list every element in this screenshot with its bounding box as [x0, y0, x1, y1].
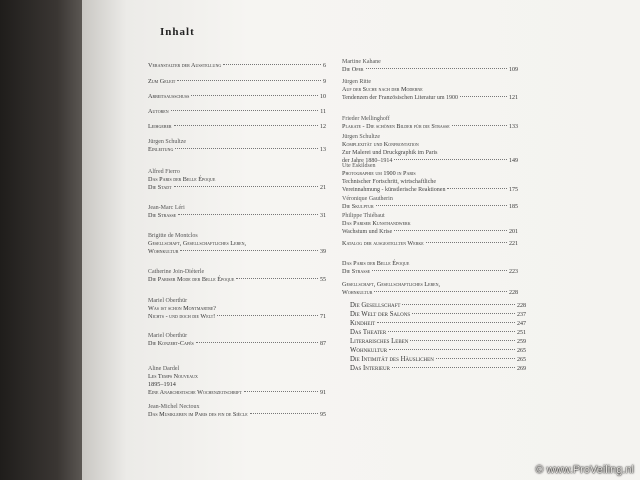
leader-dots: [223, 63, 321, 65]
toc-entry-title: Die Konzert-Cafés: [148, 340, 194, 347]
leader-dots: [452, 124, 507, 126]
leader-dots: [175, 147, 318, 149]
toc-entry-page: 228: [517, 303, 526, 309]
toc-entry-page: 21: [320, 185, 326, 191]
toc-entry: [342, 133, 518, 165]
toc-entry-title: Plakate - Die schönen Bilder für die Strasse: [342, 123, 450, 130]
toc-entry-title: Auf der Suche nach der Moderne: [342, 86, 423, 93]
toc-entry: [342, 115, 518, 131]
leader-dots: [426, 241, 507, 243]
toc-entry: [342, 58, 518, 74]
toc-entry-title: Die Strasse: [148, 212, 177, 219]
leader-dots: [436, 357, 515, 359]
leader-dots: [392, 366, 515, 368]
toc-entry-title: Gesellschaft, Gesellschaftliches Leben,: [148, 240, 247, 247]
toc-entry: [148, 232, 326, 256]
leader-dots: [460, 95, 507, 97]
toc-entry-title: Wohnkultur: [350, 347, 388, 354]
toc-entry-page: 221: [509, 241, 518, 247]
leader-dots: [366, 67, 507, 69]
leader-dots: [376, 204, 507, 206]
toc-entry-page: 109: [509, 67, 518, 73]
toc-entry-title: 1895–1914: [148, 381, 176, 388]
toc-entry-page: 149: [509, 158, 518, 164]
toc-entry-page: 175: [509, 187, 518, 193]
toc-entry: [342, 329, 526, 337]
toc-entry: [342, 302, 526, 310]
toc-entry-author: Véronique Gautherin: [342, 196, 393, 202]
leader-dots: [250, 412, 318, 414]
toc-entry-page: 265: [517, 348, 526, 354]
toc-entry-author: Aline Dardel: [148, 366, 180, 372]
toc-entry-title: Das Interieur: [350, 365, 390, 372]
toc-entry-title: der Jahre 1880–1914: [342, 158, 393, 164]
toc-entry-title: Kindheit: [350, 320, 376, 327]
leader-dots: [412, 312, 515, 314]
toc-entry-author: Mariel Oberthür: [148, 298, 188, 304]
toc-entry: [342, 240, 518, 248]
toc-entry-author: Jürgen Schultze: [342, 134, 381, 140]
toc-entry-page: 251: [517, 330, 526, 336]
toc-entry-title: Die Stadt: [148, 184, 172, 191]
toc-entry-page: 133: [509, 124, 518, 130]
toc-entry-title: Photographie um 1900 in Paris: [342, 170, 416, 177]
toc-entry-title: Vereinnahmung - künstlerische Reaktionen: [342, 187, 446, 193]
toc-entry: [342, 281, 518, 297]
leader-dots: [372, 269, 507, 271]
leader-dots: [394, 158, 507, 160]
book-spine-shadow: [0, 0, 82, 480]
toc-entry-page: 121: [509, 95, 518, 101]
leader-dots: [388, 330, 515, 332]
toc-entry-title: Die Pariser Mode der Belle Époque: [148, 276, 235, 283]
toc-entry: [342, 356, 526, 364]
page-title: Inhalt: [160, 26, 195, 38]
toc-entry-title: Wohnkultur: [342, 289, 373, 296]
toc-entry-page: 13: [320, 147, 326, 153]
leader-dots: [171, 109, 319, 111]
toc-entry: [342, 195, 518, 211]
leader-dots: [180, 249, 318, 251]
leader-dots: [394, 229, 507, 231]
toc-entry-title: Gesellschaft, Gesellschaftliches Leben,: [342, 281, 441, 288]
toc-entry-title: Das Pariser Kunsthandwerk: [342, 220, 411, 227]
toc-entry: [342, 162, 518, 194]
toc-entry-author: Alfred Fierro: [148, 169, 180, 175]
toc-entry-title: Das Theater: [350, 329, 387, 336]
toc-entry-title: Katalog der ausgestellten Werke: [342, 240, 424, 247]
toc-entry-title: Komplexität und Konfrontation: [342, 141, 419, 148]
leader-dots: [178, 213, 318, 215]
toc-entry-title: Arbeitsausschuss: [148, 93, 190, 100]
toc-entry-page: 201: [509, 229, 518, 235]
toc-entry-title: Tendenzen der Französischen Literatur um 1900: [342, 95, 459, 101]
toc-entry-author: Jürgen Schultze: [148, 139, 187, 145]
toc-entry-title: Les Temps Nouveaux: [148, 373, 198, 380]
toc-entry-page: 39: [320, 249, 326, 255]
toc-entry: [148, 403, 326, 419]
toc-entry-title: Die Oper: [342, 66, 364, 73]
toc-entry-title: Nichts - und doch die Welt!: [148, 313, 216, 320]
toc-entry-author: Catherine Join-Diéterle: [148, 269, 205, 275]
toc-entry-author: Ute Eskildsen: [342, 163, 376, 169]
toc-entry-page: 223: [509, 269, 518, 275]
toc-entry: [342, 320, 526, 328]
toc-entry: [148, 78, 326, 86]
leader-dots: [447, 187, 507, 189]
leader-dots: [389, 348, 515, 350]
toc-entry-page: 87: [320, 341, 326, 347]
toc-entry-page: 12: [320, 124, 326, 130]
toc-entry: [342, 260, 518, 276]
toc-entry-page: 269: [517, 366, 526, 372]
toc-entry: [148, 168, 326, 192]
toc-entry-page: 11: [320, 109, 326, 115]
leader-dots: [174, 124, 318, 126]
leader-dots: [244, 390, 318, 392]
toc-entry-title: Die Skulptur: [342, 203, 374, 210]
toc-entry-page: 31: [320, 213, 326, 219]
toc-entry-title: Leihgeber: [148, 123, 172, 130]
leader-dots: [402, 303, 515, 305]
toc-entry-page: 237: [517, 312, 526, 318]
toc-entry-page: 247: [517, 321, 526, 327]
toc-entry-title: Das Musikleben im Paris des fin de Siècle: [148, 411, 248, 418]
toc-entry-author: Jean-Marc Léri: [148, 205, 185, 211]
toc-entry-title: Autoren: [148, 108, 169, 115]
toc-entry: [148, 138, 326, 154]
toc-entry-title: Eine Anarchistische Wochenzeitschrift: [148, 389, 242, 396]
toc-entry-page: 265: [517, 357, 526, 363]
toc-entry-author: Philippe Thiébaut: [342, 213, 385, 219]
toc-entry-author: Brigitte de Montclos: [148, 233, 198, 239]
toc-entry: [148, 268, 326, 284]
toc-entry-page: 6: [323, 63, 326, 69]
toc-entry-title: Die Intimität des Häuslichen: [350, 356, 434, 363]
toc-entry-title: Zum Geleit: [148, 78, 176, 85]
leader-dots: [196, 341, 318, 343]
toc-entry-title: Was ist schon Montmartre?: [148, 305, 217, 312]
toc-entry-author: Jean-Michel Nectoux: [148, 404, 200, 410]
toc-entry: [342, 78, 518, 102]
toc-entry-title: Literarisches Leben: [350, 338, 409, 345]
toc-entry-title: Einleitung: [148, 146, 174, 153]
toc-entry: [148, 204, 326, 220]
toc-entry: [342, 338, 526, 346]
leader-dots: [410, 339, 515, 341]
toc-entry-author: Martine Kahane: [342, 59, 381, 65]
toc-entry: [342, 212, 518, 236]
toc-entry: [342, 347, 526, 355]
toc-entry-page: 95: [320, 412, 326, 418]
toc-entry-title: Veranstalter der Ausstellung: [148, 62, 222, 69]
leader-dots: [174, 185, 318, 187]
toc-entry-title: Wachstum und Krise: [342, 229, 393, 235]
toc-entry-page: 259: [517, 339, 526, 345]
toc-entry-page: 9: [323, 79, 326, 85]
leader-dots: [236, 277, 318, 279]
toc-entry: [342, 365, 526, 373]
toc-entry: [148, 108, 326, 116]
toc-entry-page: 55: [320, 277, 326, 283]
leader-dots: [191, 94, 318, 96]
leader-dots: [217, 314, 318, 316]
toc-entry-title: Das Paris der Belle Époque: [148, 176, 216, 183]
toc-entry: [148, 332, 326, 348]
leader-dots: [377, 321, 515, 323]
toc-entry-page: 185: [509, 204, 518, 210]
toc-entry: [148, 62, 326, 70]
toc-entry-page: 71: [320, 314, 326, 320]
leader-dots: [177, 79, 321, 81]
toc-entry-page: 91: [320, 390, 326, 396]
toc-entry-page: 10: [320, 94, 326, 100]
toc-entry-title: Technischer Fortschritt, wirtschaftliche: [342, 179, 437, 185]
toc-entry-author: Frieder Mellinghoff: [342, 116, 390, 122]
toc-entry-title: Zur Malerei und Druckgraphik im Paris: [342, 150, 438, 156]
leader-dots: [374, 290, 507, 292]
toc-entry: [148, 297, 326, 321]
toc-entry-title: Die Welt der Salons: [350, 311, 411, 318]
toc-entry-title: Wohnkultur: [148, 248, 179, 255]
toc-entry-author: Jürgen Ritte: [342, 79, 372, 85]
toc-entry-page: 228: [509, 290, 518, 296]
toc-entry-title: Die Gesellschaft: [350, 302, 401, 309]
toc-entry: [148, 93, 326, 101]
toc-entry: [148, 123, 326, 131]
watermark: © www.ProVeiling.nl: [535, 464, 634, 476]
toc-entry-title: Die Strasse: [342, 268, 371, 275]
toc-entry-author: Mariel Oberthür: [148, 333, 188, 339]
toc-entry-title: Das Paris der Belle Époque: [342, 260, 410, 267]
toc-entry: [148, 365, 326, 397]
toc-entry: [342, 311, 526, 319]
